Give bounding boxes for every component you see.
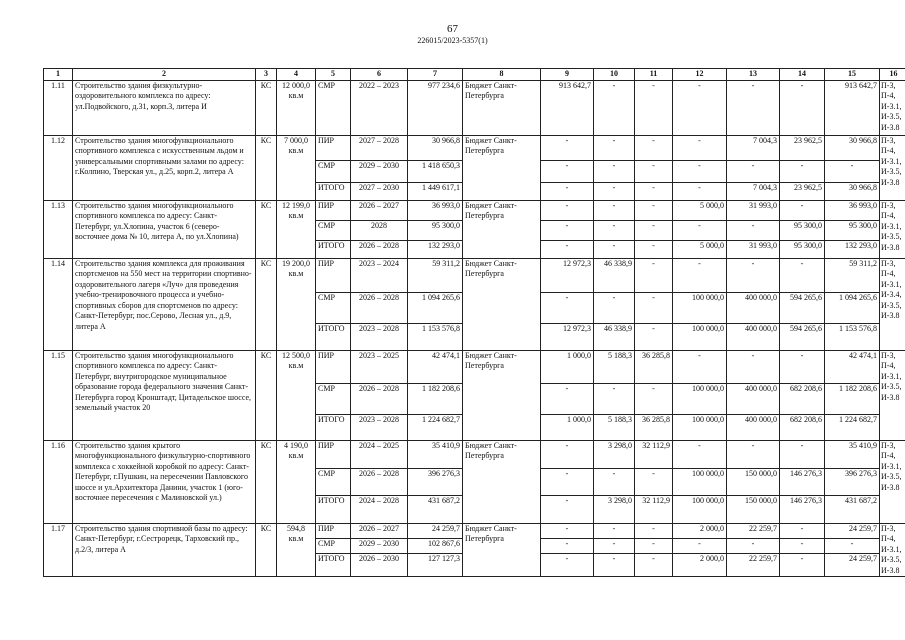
- work-period: 2027 – 2030: [351, 182, 408, 200]
- work-period: 2024 – 2025: [351, 440, 408, 468]
- work-type: СМР: [316, 220, 351, 240]
- column-number-row: [44, 69, 905, 81]
- total-cost: 431 687,2: [408, 495, 463, 523]
- indicator-code: И-3.8: [881, 565, 900, 575]
- amount-col-9: -: [541, 135, 594, 160]
- total-cost: 977 234,6: [408, 80, 463, 135]
- work-type: СМР: [316, 80, 351, 135]
- amount-col-12: -: [673, 220, 727, 240]
- indicator-codes: [880, 350, 905, 440]
- amount-col-13: 22 259,7: [727, 554, 780, 577]
- total-cost: 24 259,7: [408, 523, 463, 538]
- funding-source: Бюджет Санкт-Петербурга: [463, 350, 541, 440]
- amount-col-15: 132 293,0: [825, 240, 880, 258]
- object-capacity: 19 200,0 кв.м: [277, 258, 316, 350]
- work-type: ИТОГО: [316, 182, 351, 200]
- indicator-codes: [880, 200, 905, 258]
- column-header-2: 2: [73, 69, 256, 81]
- amount-col-13: 150 000,0: [727, 495, 780, 523]
- amount-col-13: 31 993,0: [727, 200, 780, 220]
- amount-col-10: 46 338,9: [594, 323, 635, 350]
- amount-col-15: 24 259,7: [825, 554, 880, 577]
- amount-col-12: -: [673, 538, 727, 553]
- row-number: 1.14: [44, 258, 73, 350]
- amount-col-14: -: [780, 200, 825, 220]
- work-type: ПИР: [316, 350, 351, 383]
- funding-source: Бюджет Санкт-Петербурга: [463, 258, 541, 350]
- column-header-8: 8: [463, 69, 541, 81]
- amount-col-13: -: [727, 440, 780, 468]
- work-type: ИТОГО: [316, 240, 351, 258]
- amount-col-10: -: [594, 160, 635, 182]
- object-capacity: 12 500,0 кв.м: [277, 350, 316, 440]
- total-cost: 59 311,2: [408, 258, 463, 292]
- work-type: ПИР: [316, 258, 351, 292]
- column-header-1: 1: [44, 69, 73, 81]
- amount-col-9: -: [541, 554, 594, 577]
- work-type: СМР: [316, 292, 351, 323]
- table-row: [44, 80, 905, 135]
- indicator-code: И-3.4,: [881, 290, 902, 299]
- indicator-code: И-3.1,: [881, 101, 902, 111]
- indicator-code: П-3,: [881, 523, 896, 533]
- amount-col-15: 1 224 682,7: [825, 414, 880, 440]
- amount-col-12: -: [673, 160, 727, 182]
- amount-col-11: -: [635, 200, 673, 220]
- row-number: 1.11: [44, 80, 73, 135]
- total-cost: 132 293,0: [408, 240, 463, 258]
- amount-col-11: -: [635, 323, 673, 350]
- total-cost: 30 966,8: [408, 135, 463, 160]
- amount-col-9: 1 000,0: [541, 414, 594, 440]
- work-period: 2023 – 2028: [351, 323, 408, 350]
- amount-col-9: 12 972,3: [541, 258, 594, 292]
- indicator-code: И-3.8: [881, 482, 900, 492]
- amount-col-13: 400 000,0: [727, 383, 780, 414]
- amount-col-13: -: [727, 350, 780, 383]
- amount-col-11: -: [635, 258, 673, 292]
- amount-col-11: -: [635, 220, 673, 240]
- amount-col-15: 24 259,7: [825, 523, 880, 538]
- table-row: [44, 523, 905, 538]
- indicator-code: П-4,: [881, 534, 896, 543]
- indicator-code: И-3.5,: [881, 232, 902, 241]
- column-header-5: 5: [316, 69, 351, 81]
- amount-col-13: 400 000,0: [727, 292, 780, 323]
- amount-col-12: -: [673, 135, 727, 160]
- work-type: ПИР: [316, 440, 351, 468]
- indicator-code: П-4,: [881, 361, 896, 370]
- amount-col-11: 32 112,9: [635, 440, 673, 468]
- amount-col-13: 7 004,3: [727, 135, 780, 160]
- object-type: КС: [256, 200, 277, 258]
- object-capacity: 12 199,0 кв.м: [277, 200, 316, 258]
- amount-col-10: 5 188,3: [594, 350, 635, 383]
- work-type: ПИР: [316, 135, 351, 160]
- document-code: 226015/2023-5357(1): [417, 36, 488, 45]
- indicator-code: И-3.5,: [881, 167, 902, 176]
- work-period: 2027 – 2028: [351, 135, 408, 160]
- indicator-codes: [880, 135, 905, 200]
- column-header-12: 12: [673, 69, 727, 81]
- amount-col-14: 95 300,0: [780, 220, 825, 240]
- total-cost: 1 153 576,8: [408, 323, 463, 350]
- amount-col-9: -: [541, 240, 594, 258]
- table-row: [44, 440, 905, 468]
- amount-col-14: -: [780, 160, 825, 182]
- amount-col-12: 100 000,0: [673, 323, 727, 350]
- amount-col-9: -: [541, 160, 594, 182]
- table-row: [44, 258, 905, 292]
- object-type: КС: [256, 135, 277, 200]
- object-name: Строительство здания многофункционального спортивного комплекса с искусственным льдом и универсальными спортивными залами по адресу: г.Колпино, Тверская ул., д.25, корп.2, литера А: [73, 135, 256, 200]
- table-body: [44, 80, 905, 577]
- indicator-code: И-3.1,: [881, 279, 902, 289]
- work-period: 2026 – 2028: [351, 240, 408, 258]
- amount-col-14: -: [780, 80, 825, 135]
- indicator-code: И-3.5,: [881, 382, 902, 391]
- total-cost: 1 182 208,6: [408, 383, 463, 414]
- indicator-code: П-3,: [881, 258, 896, 268]
- amount-col-12: -: [673, 350, 727, 383]
- amount-col-9: -: [541, 182, 594, 200]
- object-capacity: 594,8 кв.м: [277, 523, 316, 577]
- amount-col-15: 431 687,2: [825, 495, 880, 523]
- amount-col-11: -: [635, 554, 673, 577]
- amount-col-14: 594 265,6: [780, 323, 825, 350]
- total-cost: 396 276,3: [408, 468, 463, 495]
- amount-col-14: -: [780, 538, 825, 553]
- amount-col-13: 400 000,0: [727, 414, 780, 440]
- amount-col-10: 3 298,0: [594, 440, 635, 468]
- amount-col-9: -: [541, 468, 594, 495]
- table-row: [44, 200, 905, 220]
- amount-col-12: 2 000,0: [673, 523, 727, 538]
- total-cost: 95 300,0: [408, 220, 463, 240]
- funding-source: Бюджет Санкт-Петербурга: [463, 523, 541, 577]
- amount-col-11: -: [635, 182, 673, 200]
- object-name: Строительство здания многофункционального спортивного комплекса по адресу: Санкт-Петербург, внутригородское муниципальное образование города федерального значения Санкт-Петербурга город Кронштадт, Цитадельское шоссе, земельный участок 20: [73, 350, 256, 440]
- amount-col-11: -: [635, 383, 673, 414]
- amount-col-15: -: [825, 160, 880, 182]
- amount-col-9: -: [541, 292, 594, 323]
- column-header-3: 3: [256, 69, 277, 81]
- amount-col-12: -: [673, 80, 727, 135]
- work-type: СМР: [316, 468, 351, 495]
- amount-col-10: 5 188,3: [594, 414, 635, 440]
- total-cost: 35 410,9: [408, 440, 463, 468]
- amount-col-9: 1 000,0: [541, 350, 594, 383]
- total-cost: 127 127,3: [408, 554, 463, 577]
- funding-source: Бюджет Санкт-Петербурга: [463, 135, 541, 200]
- row-number: 1.17: [44, 523, 73, 577]
- amount-col-14: -: [780, 440, 825, 468]
- amount-col-14: 23 962,5: [780, 182, 825, 200]
- amount-col-9: -: [541, 383, 594, 414]
- work-period: 2026 – 2028: [351, 468, 408, 495]
- work-period: 2023 – 2028: [351, 414, 408, 440]
- amount-col-13: 7 004,3: [727, 182, 780, 200]
- budget-table: [43, 68, 905, 577]
- work-period: 2023 – 2025: [351, 350, 408, 383]
- amount-col-14: -: [780, 554, 825, 577]
- amount-col-12: 100 000,0: [673, 292, 727, 323]
- amount-col-10: -: [594, 383, 635, 414]
- work-period: 2026 – 2030: [351, 554, 408, 577]
- indicator-code: И-3.8: [881, 177, 900, 187]
- amount-col-11: -: [635, 468, 673, 495]
- row-number: 1.12: [44, 135, 73, 200]
- work-type: ИТОГО: [316, 414, 351, 440]
- indicator-codes: [880, 80, 905, 135]
- indicator-code: И-3.8: [881, 392, 900, 402]
- indicator-code: И-3.8: [881, 311, 900, 320]
- amount-col-13: -: [727, 538, 780, 553]
- indicator-code: П-4,: [881, 211, 896, 220]
- funding-source: Бюджет Санкт-Петербурга: [463, 440, 541, 523]
- amount-col-11: -: [635, 135, 673, 160]
- object-capacity: 7 000,0 кв.м: [277, 135, 316, 200]
- funding-source: Бюджет Санкт-Петербурга: [463, 200, 541, 258]
- work-period: 2026 – 2028: [351, 292, 408, 323]
- indicator-code: И-3.8: [881, 242, 900, 252]
- column-header-6: 6: [351, 69, 408, 81]
- column-header-10: 10: [594, 69, 635, 81]
- amount-col-14: -: [780, 350, 825, 383]
- amount-col-10: -: [594, 220, 635, 240]
- indicator-code: П-4,: [881, 269, 896, 278]
- amount-col-12: -: [673, 182, 727, 200]
- amount-col-11: -: [635, 523, 673, 538]
- work-period: 2023 – 2024: [351, 258, 408, 292]
- amount-col-15: 95 300,0: [825, 220, 880, 240]
- indicator-code: И-3.5,: [881, 112, 902, 121]
- amount-col-10: -: [594, 523, 635, 538]
- amount-col-14: 594 265,6: [780, 292, 825, 323]
- amount-col-11: 36 285,8: [635, 414, 673, 440]
- indicator-code: П-3,: [881, 200, 896, 210]
- column-header-16: 16: [880, 69, 905, 81]
- amount-col-15: 396 276,3: [825, 468, 880, 495]
- total-cost: 1 449 617,1: [408, 182, 463, 200]
- amount-col-10: -: [594, 292, 635, 323]
- object-type: КС: [256, 258, 277, 350]
- amount-col-15: 913 642,7: [825, 80, 880, 135]
- indicator-code: И-3.5,: [881, 555, 902, 564]
- amount-col-15: 36 993,0: [825, 200, 880, 220]
- amount-col-10: 3 298,0: [594, 495, 635, 523]
- amount-col-13: -: [727, 80, 780, 135]
- amount-col-11: 32 112,9: [635, 495, 673, 523]
- amount-col-13: 22 259,7: [727, 523, 780, 538]
- work-type: ИТОГО: [316, 323, 351, 350]
- amount-col-9: -: [541, 523, 594, 538]
- amount-col-10: -: [594, 240, 635, 258]
- amount-col-13: -: [727, 160, 780, 182]
- amount-col-13: 150 000,0: [727, 468, 780, 495]
- object-type: КС: [256, 523, 277, 577]
- amount-col-14: -: [780, 258, 825, 292]
- amount-col-15: 1 182 208,6: [825, 383, 880, 414]
- amount-col-12: -: [673, 440, 727, 468]
- amount-col-9: -: [541, 440, 594, 468]
- object-type: КС: [256, 80, 277, 135]
- amount-col-11: -: [635, 160, 673, 182]
- indicator-code: И-3.1,: [881, 156, 902, 166]
- amount-col-10: -: [594, 182, 635, 200]
- amount-col-15: 59 311,2: [825, 258, 880, 292]
- work-period: 2022 – 2023: [351, 80, 408, 135]
- column-header-4: 4: [277, 69, 316, 81]
- row-number: 1.15: [44, 350, 73, 440]
- amount-col-13: 31 993,0: [727, 240, 780, 258]
- amount-col-9: -: [541, 495, 594, 523]
- table-row: [44, 135, 905, 160]
- indicator-code: П-3,: [881, 350, 896, 360]
- indicator-codes: [880, 258, 905, 350]
- indicator-code: П-4,: [881, 91, 896, 100]
- work-period: 2024 – 2028: [351, 495, 408, 523]
- indicator-code: И-3.1,: [881, 544, 902, 554]
- amount-col-14: -: [780, 523, 825, 538]
- indicator-code: И-3.1,: [881, 461, 902, 471]
- work-type: СМР: [316, 160, 351, 182]
- column-header-14: 14: [780, 69, 825, 81]
- total-cost: 102 867,6: [408, 538, 463, 553]
- amount-col-10: -: [594, 538, 635, 553]
- indicator-codes: [880, 440, 905, 523]
- object-name: Строительство здания физкультурно-оздоровительного комплекса по адресу: ул.Подвойского, д.31, корп.3, литера И: [73, 80, 256, 135]
- amount-col-12: 5 000,0: [673, 240, 727, 258]
- page-number: 67: [447, 23, 458, 35]
- amount-col-12: -: [673, 258, 727, 292]
- amount-col-15: 1 153 576,8: [825, 323, 880, 350]
- work-period: 2029 – 2030: [351, 538, 408, 553]
- table-header: [44, 69, 905, 81]
- indicator-code: П-3,: [881, 135, 896, 145]
- amount-col-15: 35 410,9: [825, 440, 880, 468]
- indicator-code: И-3.8: [881, 122, 900, 132]
- amount-col-10: -: [594, 468, 635, 495]
- indicator-code: И-3.5,: [881, 300, 902, 310]
- amount-col-11: -: [635, 538, 673, 553]
- work-period: 2026 – 2027: [351, 200, 408, 220]
- total-cost: 36 993,0: [408, 200, 463, 220]
- column-header-9: 9: [541, 69, 594, 81]
- object-capacity: 4 190,0 кв.м: [277, 440, 316, 523]
- table-row: [44, 350, 905, 383]
- object-type: КС: [256, 350, 277, 440]
- total-cost: 1 094 265,6: [408, 292, 463, 323]
- funding-source: Бюджет Санкт-Петербурга: [463, 80, 541, 135]
- amount-col-14: 682 208,6: [780, 383, 825, 414]
- work-period: 2026 – 2027: [351, 523, 408, 538]
- amount-col-12: 100 000,0: [673, 414, 727, 440]
- column-header-15: 15: [825, 69, 880, 81]
- amount-col-10: -: [594, 200, 635, 220]
- amount-col-15: 42 474,1: [825, 350, 880, 383]
- indicator-code: И-3.1,: [881, 221, 902, 231]
- amount-col-12: 100 000,0: [673, 495, 727, 523]
- amount-col-10: -: [594, 554, 635, 577]
- object-type: КС: [256, 440, 277, 523]
- amount-col-9: -: [541, 538, 594, 553]
- row-number: 1.13: [44, 200, 73, 258]
- object-capacity: 12 000,0 кв.м: [277, 80, 316, 135]
- amount-col-12: 2 000,0: [673, 554, 727, 577]
- work-type: СМР: [316, 383, 351, 414]
- amount-col-9: 913 642,7: [541, 80, 594, 135]
- amount-col-14: 146 276,3: [780, 468, 825, 495]
- work-period: 2029 – 2030: [351, 160, 408, 182]
- indicator-code: И-3.5,: [881, 472, 902, 481]
- amount-col-11: 36 285,8: [635, 350, 673, 383]
- amount-col-10: -: [594, 135, 635, 160]
- amount-col-13: -: [727, 258, 780, 292]
- indicator-code: П-3,: [881, 440, 896, 450]
- amount-col-10: 46 338,9: [594, 258, 635, 292]
- work-type: ПИР: [316, 200, 351, 220]
- object-name: Строительство здания комплекса для проживания спортсменов на 550 мест на территории спортивно-оздоровительного лагеря «Луч» для проведения учебно-тренировочного процесса и учебно-спортивных сборов для спортсменов по адресу: Санкт-Петербург, пос.Серово, Лесная ул., д.9, литера А: [73, 258, 256, 350]
- column-header-11: 11: [635, 69, 673, 81]
- object-name: Строительство здания многофункционального спортивного комплекса по адресу: Санкт-Петербург, ул.Хлопина, участок 6 (северо-восточнее дома № 10, литера А, по ул.Хлопина): [73, 200, 256, 258]
- amount-col-10: -: [594, 80, 635, 135]
- column-header-13: 13: [727, 69, 780, 81]
- total-cost: 42 474,1: [408, 350, 463, 383]
- indicator-code: П-4,: [881, 146, 896, 155]
- amount-col-9: -: [541, 200, 594, 220]
- amount-col-15: 30 966,8: [825, 182, 880, 200]
- amount-col-9: -: [541, 220, 594, 240]
- amount-col-9: 12 972,3: [541, 323, 594, 350]
- column-header-7: 7: [408, 69, 463, 81]
- amount-col-15: 1 094 265,6: [825, 292, 880, 323]
- amount-col-14: 682 208,6: [780, 414, 825, 440]
- object-name: Строительство здания спортивной базы по адресу: Санкт-Петербург, г.Сестрорецк, Тарховский пр., д.2/3, литера А: [73, 523, 256, 577]
- work-type: ПИР: [316, 523, 351, 538]
- amount-col-12: 100 000,0: [673, 383, 727, 414]
- row-number: 1.16: [44, 440, 73, 523]
- total-cost: 1 418 650,3: [408, 160, 463, 182]
- amount-col-12: 5 000,0: [673, 200, 727, 220]
- indicator-code: П-3,: [881, 80, 896, 90]
- amount-col-11: -: [635, 80, 673, 135]
- indicator-code: И-3.1,: [881, 371, 902, 381]
- work-period: 2028: [351, 220, 408, 240]
- amount-col-12: 100 000,0: [673, 468, 727, 495]
- work-type: ИТОГО: [316, 495, 351, 523]
- amount-col-14: 23 962,5: [780, 135, 825, 160]
- amount-col-11: -: [635, 240, 673, 258]
- amount-col-15: -: [825, 538, 880, 553]
- total-cost: 1 224 682,7: [408, 414, 463, 440]
- amount-col-13: -: [727, 220, 780, 240]
- object-name: Строительство здания крытого многофункционального физкультурно-спортивного комплекса с хоккейной коробкой по адресу: Санкт-Петербург, г.Пушкин, на пересечении Павловского шоссе и ул.Архитектора Данини, участок 1 (юго-восточнее пересечения с Малиновской ул.): [73, 440, 256, 523]
- amount-col-11: -: [635, 292, 673, 323]
- indicator-code: П-4,: [881, 451, 896, 460]
- amount-col-14: 95 300,0: [780, 240, 825, 258]
- amount-col-14: 146 276,3: [780, 495, 825, 523]
- work-period: 2026 – 2028: [351, 383, 408, 414]
- work-type: СМР: [316, 538, 351, 553]
- amount-col-13: 400 000,0: [727, 323, 780, 350]
- work-type: ИТОГО: [316, 554, 351, 577]
- amount-col-15: 30 966,8: [825, 135, 880, 160]
- indicator-codes: [880, 523, 905, 577]
